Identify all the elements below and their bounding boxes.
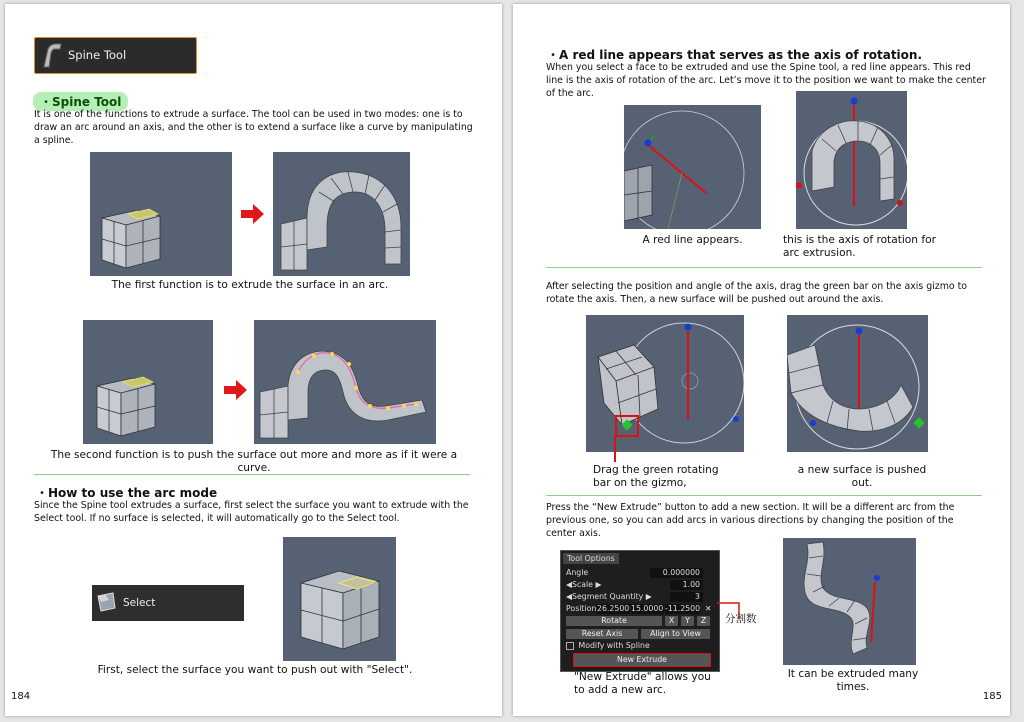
caption-select-surface: First, select the surface you want to push out with "Select". [97,664,413,676]
caption-axis-rotation: this is the axis of rotation for arc extrusion. [783,234,936,259]
caption-red-line: A red line appears. [642,234,743,246]
section-divider-3 [546,495,982,496]
page-number-left: 184 [11,691,31,702]
cube-viewport-2 [83,320,213,444]
right-page [513,4,1010,716]
tool-options-tab[interactable]: Tool Options [563,553,619,564]
many-extrudes-viewport [783,538,916,665]
caption-curve-function: The second function is to push the surface out more and more as if it were a curve. [50,449,458,474]
arc-mode-paragraph: Since the Spine tool extrudes a surface, first select the surface you want to extrude with the Select tool. If no surface is selected, it will automatically go to the Select tool. [34,500,469,524]
divisions-annotation: 分割数 [725,613,757,625]
axis-z-button[interactable]: Z [697,616,710,626]
section-divider [34,474,470,475]
section-tag: ・Spine Tool [33,92,128,111]
left-page [5,4,502,716]
caption-drag-green-bar: Drag the green rotating bar on the gizmo, [593,464,719,489]
position-x-field[interactable]: 26.2500 [597,604,630,613]
modify-spline-label: Modify with Spline [578,641,650,650]
caption-new-extrude: "New Extrude" allows you to add a new arc. [574,671,711,696]
position-y-field[interactable]: 15.0000 [631,604,664,613]
caption-arc-function: The first function is to extrude the surface in an arc. [111,279,389,291]
caption-extruded-many-times: It can be extruded many times. [787,668,919,693]
red-line-heading: ・A red line appears that serves as the axis of rotation. [547,48,923,62]
segment-quantity-label[interactable]: ◀Segment Quantity ▶ [566,592,652,601]
section-divider-2 [546,267,982,268]
drag-gizmo-viewport [586,315,744,452]
cube-viewport-1 [90,152,232,276]
select-face-viewport [283,537,396,661]
arrow-right-icon [241,204,265,224]
angle-label: Angle [566,568,589,577]
close-icon[interactable]: ✕ [705,604,712,613]
tool-options-panel [560,550,720,672]
arrow-right-icon-2 [224,380,248,400]
scale-label[interactable]: ◀Scale ▶ [566,580,602,589]
select-tool-bar [92,585,244,621]
select-label: Select [123,597,156,609]
pushed-surface-viewport [787,315,928,452]
arc-mode-heading: ・How to use the arc mode [36,486,218,500]
axis-y-button[interactable]: Y [681,616,694,626]
spine-tool-icon [38,41,64,69]
segment-quantity-field[interactable]: 3 [670,592,703,602]
scale-field[interactable]: 1.00 [670,580,703,590]
caption-surface-pushed: a new surface is pushed out. [797,464,927,489]
align-to-view-button[interactable]: Align to View [641,629,710,639]
angle-field[interactable]: 0.000000 [650,568,703,578]
modify-spline-checkbox[interactable] [566,642,574,650]
rotate-button[interactable]: Rotate [566,616,662,626]
rotate-axis-paragraph: After selecting the position and angle of the axis, drag the green bar on the axis gizmo to rotate the axis. Then, a new surface will be pushed out around the axis. [546,281,967,305]
axis-viewport [796,91,907,229]
position-z-field[interactable]: -11.2500 [665,604,701,613]
new-extrude-button[interactable]: New Extrude [573,653,711,667]
axis-x-button[interactable]: X [665,616,678,626]
reset-axis-button[interactable]: Reset Axis [566,629,638,639]
intro-paragraph: It is one of the functions to extrude a surface. The tool can be used in two modes: one is to draw an arc around an axis, and the other is to extend a surface like a curve by manipulating a spline. [34,109,473,146]
arc-extrude-viewport [273,152,410,276]
red-line-viewport [624,105,761,229]
page-number-right: 185 [982,691,1002,702]
callout-line [613,436,617,462]
spline-extrude-viewport [254,320,436,444]
select-tool-icon [95,590,119,614]
position-label: Position [566,604,597,613]
red-line-paragraph: When you select a face to be extruded and use the Spine tool, a red line appears. This red line is the axis of rotation of the arc. Let’s move it to the position we want to make the center of the arc. [546,62,986,99]
page-title: Spine Tool [68,48,127,62]
new-extrude-paragraph: Press the “New Extrude” button to add a new section. It will be a different arc from the previous one, so you can add arcs in various directions by changing the position of the center axis. [546,502,955,539]
spine-tool-title-box [34,37,197,74]
